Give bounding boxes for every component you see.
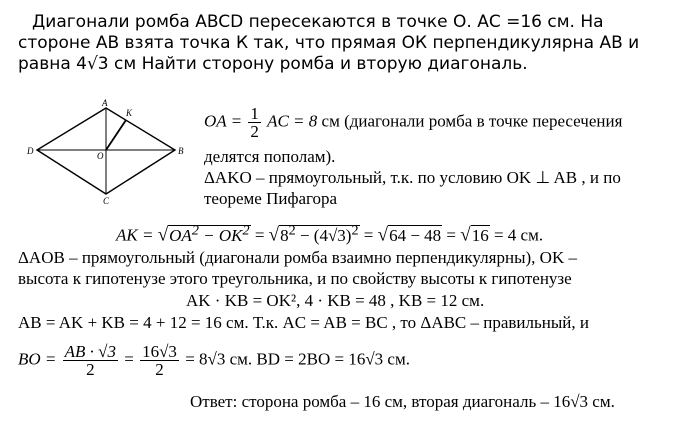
problem-statement — [18, 12, 678, 75]
answer-line: Ответ: сторона ромба – 16 см, вторая диагональ – 16√3 см. — [190, 392, 615, 411]
label-d: D — [27, 146, 34, 156]
segment-ok — [106, 120, 126, 150]
problem-text: Диагонали ромба ABCD пересекаются в точке О. АС =16 см. На стороне АВ взята точка К так, что прямая ОК перпендикулярна АВ и равна 4√3 см Найти сторону ромба и вторую диагональ. — [18, 12, 640, 74]
fraction-16root3: $\frac{16√3}{2}$ — [142, 342, 177, 379]
solution-line-10: BO = $\frac{AB \cdot √3}{2}$ = $\frac{16√3}{2}$ = 8√3 см. BD = 2BO = 16√3 см. — [18, 342, 410, 379]
solution-line-2: делятся пополам). — [204, 147, 336, 166]
label-o: O — [97, 151, 104, 161]
solution-line-6: ΔAOB – прямоугольный (диагонали ромба взаимно перпендикулярны), OK – — [18, 248, 577, 267]
solution-line-1: OA = $\frac{1}{2}$ AC = 8 см (диагонали ромба в точке пересечения — [204, 104, 623, 141]
fraction-one-half: $\frac{1}{2}$ — [250, 104, 259, 141]
solution-line-3: ΔAKO – прямоугольный, т.к. по условию OK ⊥ AB , и по — [204, 168, 621, 187]
solution-line-9: AB = AK + KB = 4 + 12 = 16 см. Т.к. AC = AB = BC , то ΔABC – правильный, и — [18, 313, 589, 332]
label-a: A — [102, 98, 108, 108]
label-c: C — [103, 196, 110, 206]
label-k: K — [126, 108, 133, 118]
solution-line-4: теореме Пифагора — [204, 189, 338, 208]
fraction-bo: $\frac{AB \cdot √3}{2}$ — [64, 342, 116, 379]
solution-line-8: AK · KB = OK², 4 · KB = 48 , KB = 12 см. — [186, 291, 485, 310]
solution-line-5: AK = $√OA^2 - OK^2 = √8^2 - (4√3)^2 = √64 - 48 = √16 = 4$ см. — [116, 222, 544, 246]
solution-line-7: высота к гипотенузе этого треугольника, и по свойству высоты к гипотенузе — [18, 269, 572, 288]
label-b: B — [178, 146, 184, 156]
rhombus-figure — [25, 98, 215, 208]
